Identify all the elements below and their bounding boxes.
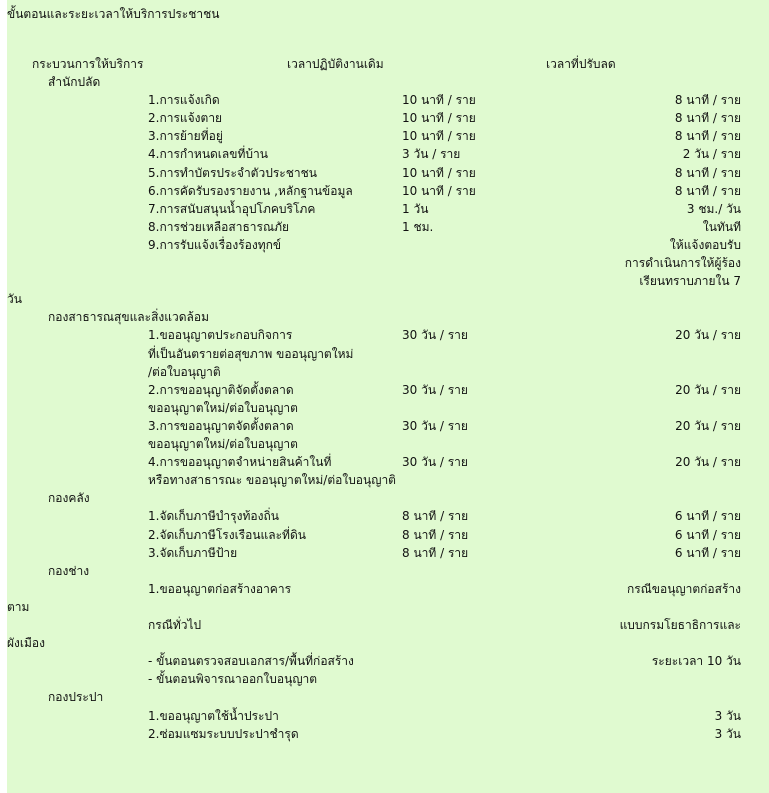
reduced-time-wrap: ตาม: [7, 599, 30, 614]
reduced-time: กรณีขอนุญาตก่อสร้าง: [626, 581, 741, 596]
service-item-continued: ขออนุญาตใหม่/ต่อใบอนุญาต: [148, 437, 298, 451]
reduced-time: 6 นาที / ราย: [674, 527, 741, 542]
reduced-time: 6 นาที / ราย: [674, 509, 741, 524]
original-time: 10 นาที / ราย: [402, 129, 476, 144]
service-item: 2.การแจ้งตาย: [148, 111, 223, 126]
service-item-continued: ที่เป็นอันตรายต่อสุขภาพ ขออนุญาตใหม่: [148, 346, 354, 361]
service-item: 1.จัดเก็บภาษีบำรุงท้องถิ่น: [148, 509, 279, 524]
original-time: 8 นาที / ราย: [402, 545, 469, 560]
reduced-time: 20 วัน / ราย: [675, 382, 741, 397]
service-item: 8.การช่วยเหลือสาธารณภัย: [148, 219, 290, 234]
service-item: 1.การแจ้งเกิด: [148, 93, 220, 108]
service-item: 2.การขออนุญาติจัดตั้งตลาด: [148, 382, 294, 397]
reduced-time: 3 ชม./ วัน: [686, 201, 741, 216]
reduced-time-wrap: ผังเมือง: [7, 636, 45, 651]
service-item: 1.ขออนุญาตประกอบกิจการ: [148, 328, 293, 343]
reduced-time: 8 นาที / ราย: [674, 165, 741, 180]
original-time: 30 วัน / ราย: [402, 455, 468, 470]
section-heading: สำนักปลัด: [48, 75, 101, 89]
service-item: 4.การกำหนดเลขที่บ้าน: [148, 147, 268, 162]
original-time: 10 นาที / ราย: [402, 93, 476, 108]
reduced-time: 2 วัน / ราย: [682, 147, 741, 162]
section-heading: กองประปา: [48, 690, 104, 705]
reduced-time: 20 วัน / ราย: [675, 328, 741, 343]
reduced-time: 20 วัน / ราย: [675, 418, 741, 433]
service-item-continued: /ต่อใบอนุญาติ: [148, 364, 221, 379]
original-time: 30 วัน / ราย: [402, 382, 468, 397]
document-panel: [7, 0, 769, 793]
reduced-time: แบบกรมโยธาธิการและ: [619, 618, 741, 632]
original-time: 8 นาที / ราย: [402, 527, 469, 542]
service-item: กรณีทั่วไป: [148, 618, 202, 632]
service-item: 1.ขออนุญาตก่อสร้างอาคาร: [148, 581, 292, 596]
reduced-time: 3 วัน: [714, 708, 741, 723]
service-item: 3.การย้ายที่อยู่: [148, 129, 223, 144]
reduced-time: เรียนทราบภายใน 7: [639, 274, 741, 289]
original-time: 8 นาที / ราย: [402, 509, 469, 524]
service-item: 5.การทำบัตรประจำตัวประชาชน: [148, 165, 317, 180]
service-item: 3.จัดเก็บภาษีป้าย: [148, 545, 238, 560]
service-item: 7.การสนับสนุนน้ำอุปโภคบริโภค: [148, 201, 316, 216]
original-time: 1 ชม.: [402, 219, 434, 234]
page-title: ขั้นตอนและระยะเวลาให้บริการประชาชน: [7, 7, 220, 21]
original-time: 10 นาที / ราย: [402, 165, 476, 180]
reduced-time: การดำเนินการให้ผู้ร้อง: [624, 256, 741, 270]
reduced-time-wrap: วัน: [7, 292, 22, 307]
original-time: 30 วัน / ราย: [402, 418, 468, 433]
section-heading: กองช่าง: [48, 563, 90, 578]
reduced-time: 20 วัน / ราย: [675, 455, 741, 470]
reduced-time: ระยะเวลา 10 วัน: [651, 654, 741, 669]
service-item: 2.ซ่อมแซมระบบประปาชำรุด: [148, 726, 299, 741]
original-time: 30 วัน / ราย: [402, 328, 468, 343]
service-item: 9.การรับแจ้งเรื่องร้องทุกข์: [148, 237, 282, 252]
reduced-time: ให้แจ้งตอบรับ: [669, 237, 741, 252]
reduced-time: ในทันที: [702, 219, 741, 234]
service-item: 2.จัดเก็บภาษีโรงเรือนและที่ดิน: [148, 527, 306, 542]
reduced-time: 8 นาที / ราย: [674, 129, 741, 144]
original-time: 10 นาที / ราย: [402, 111, 476, 126]
header-reduced-time: เวลาที่ปรับลด: [546, 57, 616, 71]
original-time: 3 วัน / ราย: [402, 147, 461, 162]
header-process: กระบวนการให้บริการ: [32, 57, 144, 71]
service-item: - ขั้นตอนตรวจสอบเอกสาร/พื้นที่ก่อสร้าง: [148, 654, 354, 669]
reduced-time: 3 วัน: [714, 726, 741, 741]
original-time: 10 นาที / ราย: [402, 183, 476, 198]
service-item: 6.การคัดรับรองรายงาน ,หลักฐานข้อมูล: [148, 183, 353, 198]
service-item: 1.ขออนุญาตใช้น้ำประปา: [148, 708, 279, 723]
original-time: 1 วัน: [402, 201, 429, 216]
reduced-time: 8 นาที / ราย: [674, 183, 741, 198]
reduced-time: 8 นาที / ราย: [674, 93, 741, 108]
service-item-continued: ขออนุญาตใหม่/ต่อใบอนุญาต: [148, 400, 298, 415]
section-heading: กองคลัง: [48, 491, 90, 506]
service-item: - ขั้นตอนพิจารณาออกใบอนุญาต: [148, 672, 318, 687]
reduced-time: 8 นาที / ราย: [674, 111, 741, 126]
header-original-time: เวลาปฏิบัติงานเดิม: [287, 57, 384, 71]
service-item: 4.การขออนุญาตจำหน่ายสินค้าในที่: [148, 455, 332, 470]
service-item-continued: หรือทางสาธารณะ ขออนุญาตใหม่/ต่อใบอนุญาติ: [148, 473, 396, 488]
service-item: 3.การขออนุญาตจัดตั้งตลาด: [148, 418, 294, 433]
section-heading: กองสาธารณสุขและสิ่งแวดล้อม: [48, 310, 210, 325]
reduced-time: 6 นาที / ราย: [674, 545, 741, 560]
